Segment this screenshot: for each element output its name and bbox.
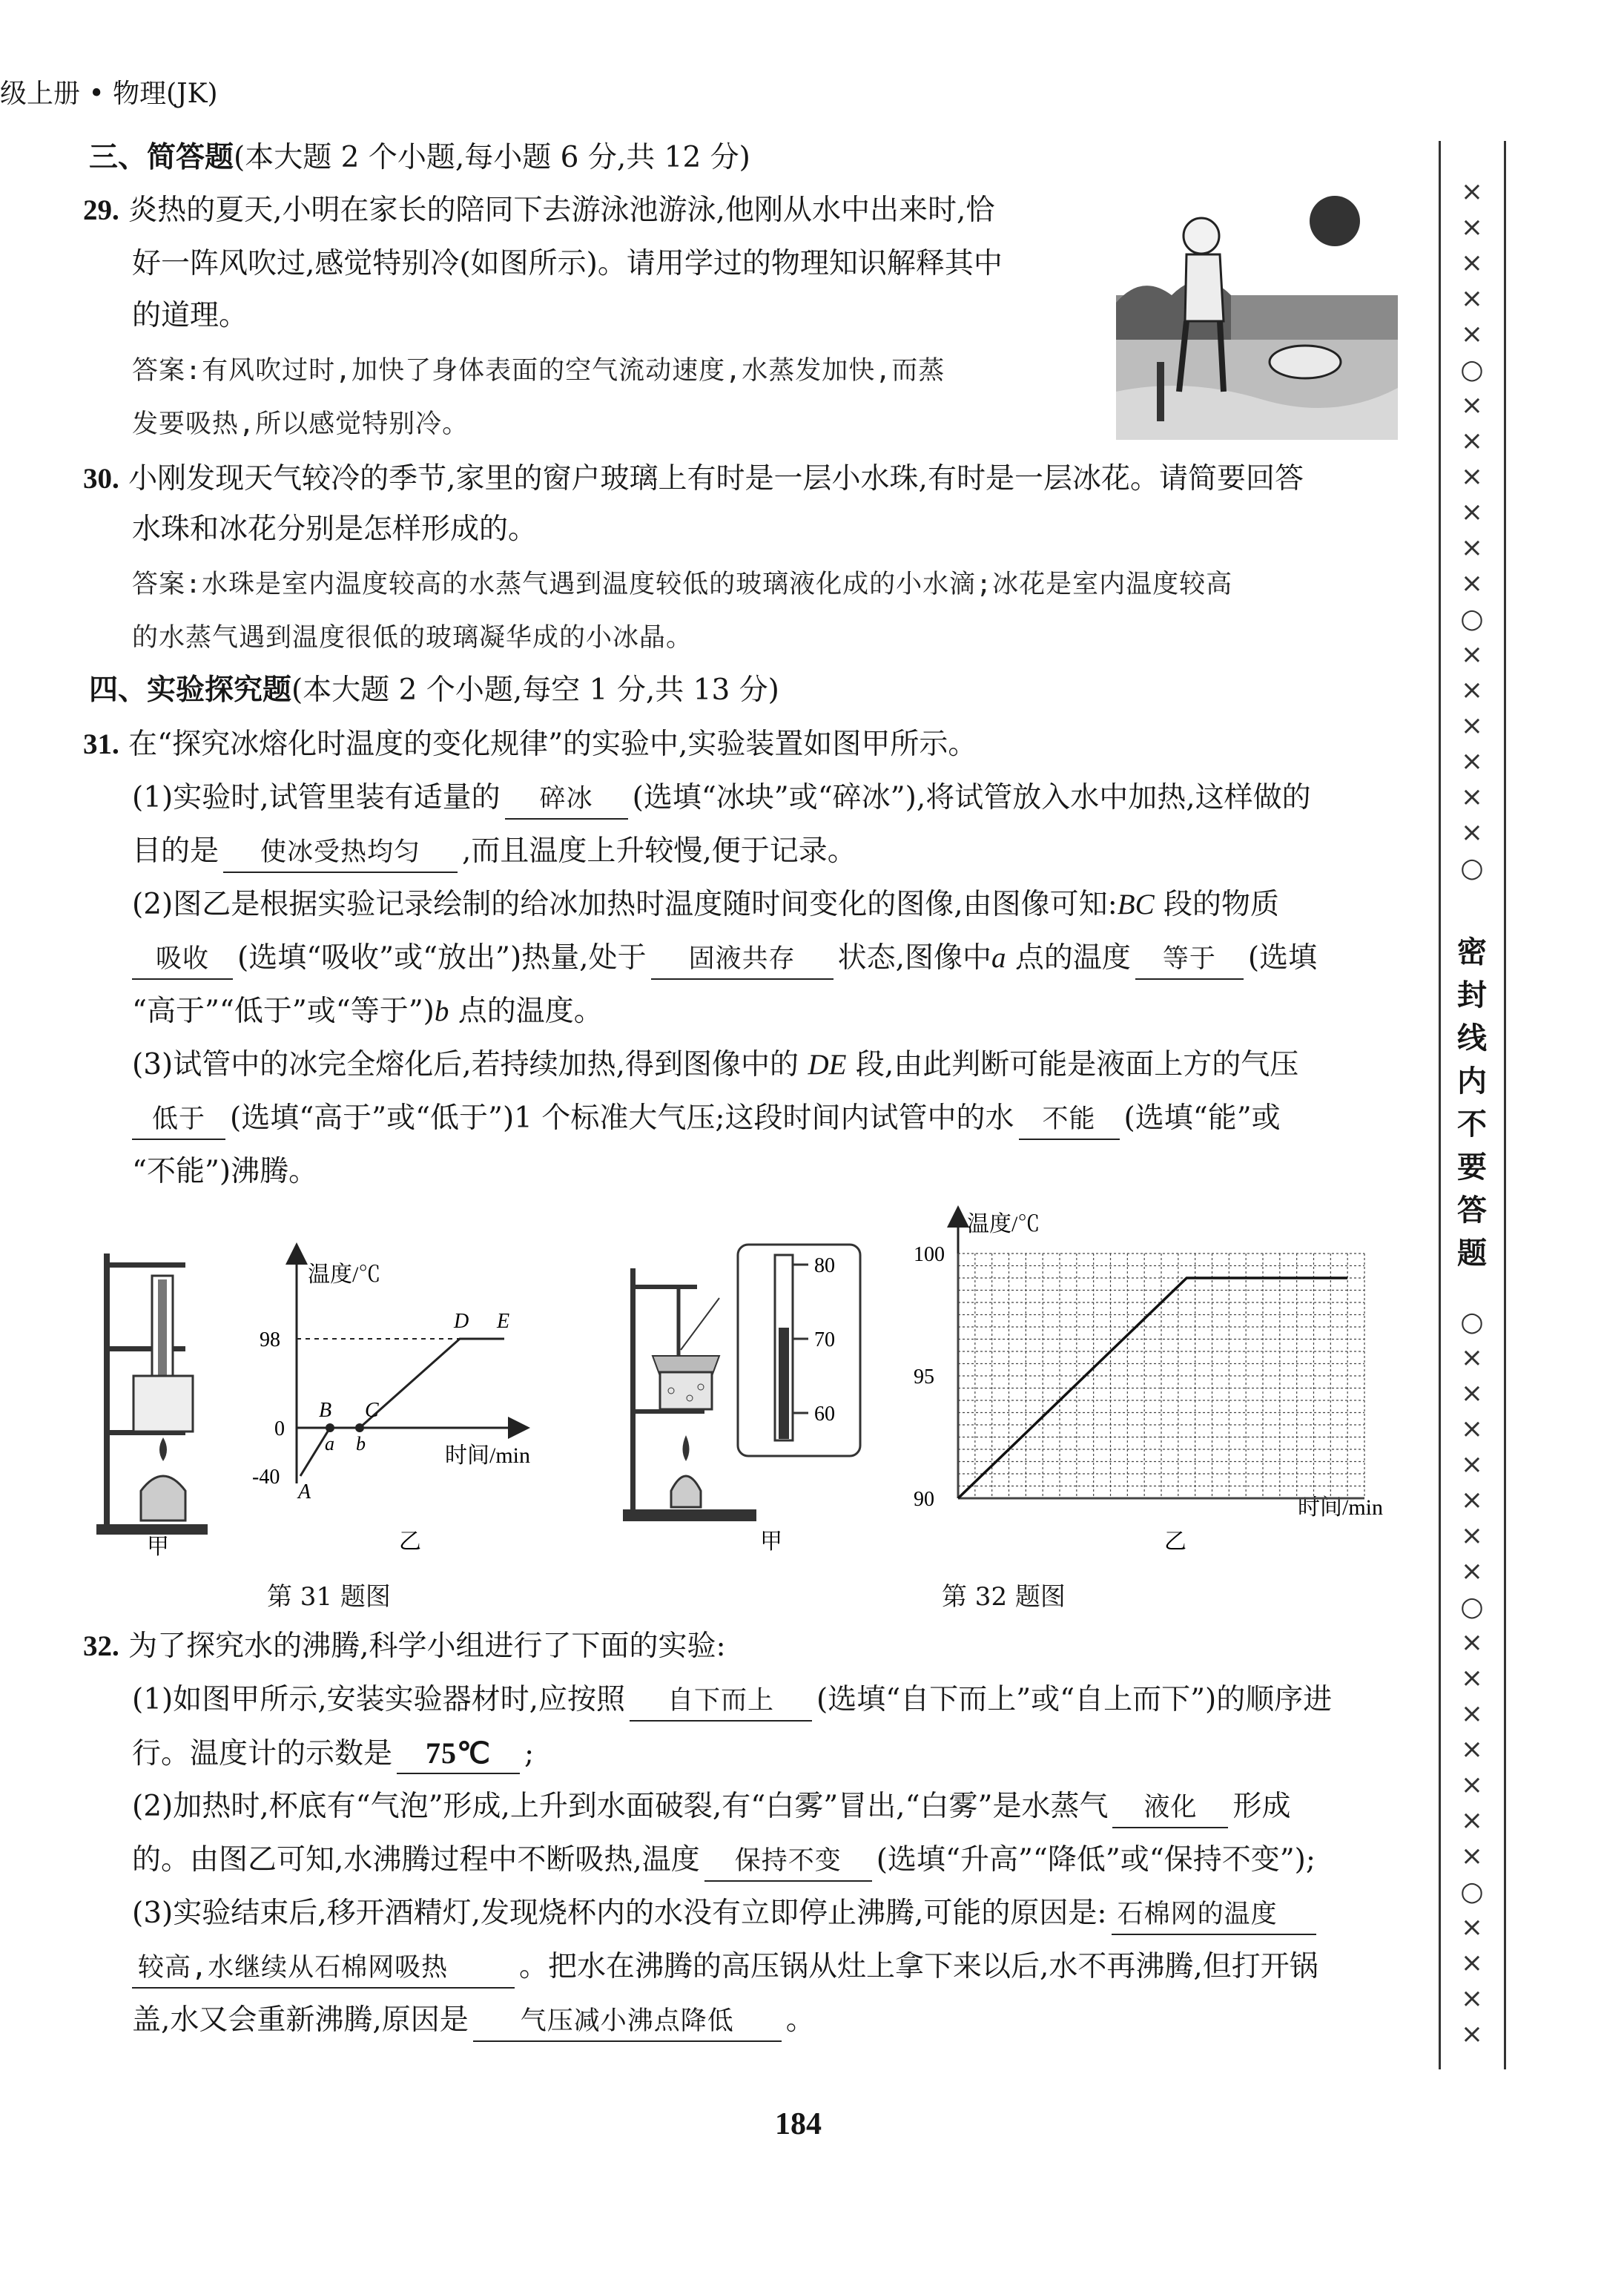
strip-seal-char-7: 题 (1457, 1236, 1487, 1271)
strip-mark-bottom-11: × (1460, 1699, 1484, 1729)
strip-mark-top-8: × (1460, 461, 1484, 492)
strip-seal-char-5: 要 (1457, 1150, 1487, 1185)
q32-p1-line2 (132, 1734, 534, 1774)
section3-heading (89, 138, 750, 177)
q30-line2: 水珠和冰花分别是怎样形成的。 (132, 513, 538, 546)
strip-mark-top-16: × (1460, 746, 1484, 777)
q31-p3-line1 (132, 1046, 1298, 1084)
q32-p3-text-b: 。把水在沸腾的高压锅从灶上拿下来以后,水不再沸腾,但打开锅 (519, 1950, 1318, 1983)
strip-seal-char-4: 不 (1457, 1107, 1487, 1142)
fig31-xlabel: 时间/min (445, 1443, 531, 1468)
q32-p2-text-d: (选填“升高”“降低”或“保持不变”); (876, 1843, 1316, 1877)
fig31-label-B: B (319, 1399, 332, 1422)
fig31-label-D: D (454, 1310, 469, 1333)
q31-p2-line2 (132, 939, 1317, 980)
q32-p3-text-d: 。 (785, 2003, 815, 2037)
fig31-caption: 第 31 题图 (267, 1582, 391, 1612)
q31-p2-blank2: 固液共存 (651, 940, 834, 980)
fig32-apparatus (608, 1239, 882, 1565)
q31-p2-bc: BC (1117, 889, 1155, 920)
q31-p3-text-b: 段,由此判断可能是液面上方的气压 (846, 1048, 1299, 1081)
q29-line1 (83, 191, 994, 230)
q32-p3-line3 (132, 2001, 815, 2042)
q31-p2-a: a (991, 942, 1006, 974)
strip-mark-bottom-3: × (1460, 1414, 1484, 1444)
fig31-point-a (326, 1423, 334, 1432)
strip-seal-char-2: 线 (1457, 1021, 1487, 1055)
q32-p2-line1 (132, 1788, 1290, 1828)
q29-dog (1270, 346, 1341, 378)
q29-line2: 好一阵风吹过,感觉特别冷(如图所示)。请用学过的物理知识解释其中 (132, 247, 1003, 280)
q32-p1-text-d: ; (524, 1737, 535, 1770)
fig31-yi-label: 乙 (399, 1529, 421, 1554)
strip-mark-top-4: × (1460, 319, 1484, 349)
strip-mark-top-10: × (1460, 533, 1484, 563)
q30-line1 (83, 460, 1304, 498)
fig31-jia-label: 甲 (147, 1535, 169, 1558)
section3-note: (本大题 2 个小题,每小题 6 分,共 12 分) (234, 141, 750, 174)
q31-stem-text: 在“探究冰熔化时温度的变化规律”的实验中,实验装置如图甲所示。 (128, 728, 977, 761)
strip-mark-bottom-20: × (1460, 2019, 1484, 2049)
q32-p1-blank1: 自下而上 (630, 1681, 812, 1722)
strip-mark-top-18: × (1460, 817, 1484, 848)
q32-p2-text-a: (2)加热时,杯底有“气泡”形成,上升到水面破裂,有“白雾”冒出,“白雾”是水蒸气 (132, 1790, 1109, 1823)
q31-p1-line2 (132, 832, 856, 873)
q32-p3-line2 (132, 1948, 1318, 1989)
strip-mark-top-2: × (1460, 248, 1484, 278)
q32-p2-blank2: 保持不变 (704, 1842, 872, 1882)
q30-text1: 小刚发现天气较冷的季节,家里的窗户玻璃上有时是一层小水珠,有时是一层冰花。请简要回答 (128, 462, 1304, 495)
strip-mark-top-0: × (1460, 177, 1484, 207)
q31-p1-text-c: 目的是 (132, 834, 219, 868)
q31-p3-line3: “不能”)沸腾。 (132, 1155, 318, 1188)
q32-stem (83, 1627, 726, 1666)
q32-p2-text-c: 的。由图乙可知,水沸腾过程中不断吸热,温度 (132, 1843, 700, 1877)
q29-boy-head (1184, 218, 1219, 254)
q31-p2-line1 (132, 886, 1279, 924)
q32-p3-text-a: (3)实验结束后,移开酒精灯,发现烧杯内的水没有立即停止沸腾,可能的原因是: (132, 1897, 1107, 1930)
q32-p3-blank2: 气压减小沸点降低 (473, 2002, 782, 2042)
q31-p3-text-a: (3)试管中的冰完全熔化后,若持续加热,得到图像中的 (132, 1048, 808, 1081)
fig32-yi-label: 乙 (1164, 1529, 1186, 1554)
fig31-apparatus (89, 1246, 237, 1558)
q31-p3-text-d: (选填“能”或 (1123, 1101, 1281, 1135)
fig32-grid (958, 1253, 1364, 1498)
strip-mark-bottom-8: ○ (1460, 1592, 1484, 1622)
q31-p2-line3 (132, 992, 603, 1031)
fig32-jia-label: 甲 (760, 1529, 782, 1554)
strip-mark-bottom-15: × (1460, 1841, 1484, 1871)
fig32-xlabel: 时间/min (1298, 1495, 1384, 1520)
q30-number: 30. (83, 463, 119, 495)
q29-answer-line2: 发要吸热,所以感觉特别冷。 (132, 409, 469, 439)
fig32-chart (905, 1202, 1409, 1572)
fig32-thermo-70: 70 (814, 1328, 835, 1351)
fig32-thermo-60: 60 (814, 1403, 835, 1426)
q31-p2-text-e: 点的温度 (1006, 941, 1131, 975)
q29-ladder (1157, 362, 1164, 421)
q29-illustration (1112, 191, 1409, 444)
strip-mark-bottom-10: × (1460, 1663, 1484, 1693)
strip-mark-bottom-19: × (1460, 1983, 1484, 2014)
section4-title: 四、实验探究题 (89, 673, 292, 707)
q31-p3-line2 (132, 1099, 1281, 1140)
q31-p3-text-c: (选填“高于”或“低于”)1 个标准大气压;这段时间内试管中的水 (230, 1101, 1014, 1135)
strip-mark-top-3: × (1460, 283, 1484, 314)
fig32-ticks (914, 1243, 945, 1511)
strip-mark-bottom-12: × (1460, 1734, 1484, 1765)
fig31-label-b: b (356, 1433, 366, 1455)
fig32-ytick-95: 95 (914, 1365, 934, 1388)
strip-mark-top-11: × (1460, 568, 1484, 599)
q31-p2-text-d: 状态,图像中 (837, 941, 991, 975)
strip-mark-bottom-17: × (1460, 1912, 1484, 1943)
fig31-tick-0: 0 (274, 1417, 285, 1440)
strip-mark-top-1: × (1460, 212, 1484, 243)
strip-mark-top-14: × (1460, 675, 1484, 705)
q32-p1-text-b: (选填“自下而上”或“自上而下”)的顺序进 (816, 1683, 1333, 1716)
strip-mark-top-13: × (1460, 639, 1484, 670)
section4-heading (89, 671, 779, 710)
q32-p3-blank1-part1: 石棉网的温度 (1112, 1895, 1316, 1935)
strip-mark-bottom-16: ○ (1460, 1877, 1484, 1907)
q31-p2-b: b (434, 995, 449, 1027)
q31-p2-text-f: (选填 (1247, 941, 1318, 975)
fig32-caption: 第 32 题图 (942, 1582, 1066, 1612)
q29-number: 29. (83, 194, 119, 226)
strip-mark-top-5: ○ (1460, 355, 1484, 385)
fig31-point-b (355, 1423, 364, 1432)
section4-note: (本大题 2 个小题,每空 1 分,共 13 分) (291, 673, 779, 707)
fig31-label-a: a (325, 1433, 334, 1455)
strip-mark-top-19: ○ (1460, 853, 1484, 883)
q32-p3-line1 (132, 1894, 1321, 1935)
q32-p3-blank1-part2: 较高,水继续从石棉网吸热 (132, 1948, 515, 1989)
page-number: 184 (775, 2107, 822, 2141)
q30-answer-line1: 答案:水珠是室内温度较高的水蒸气遇到温度较低的玻璃液化成的小水滴;冰花是室内温度较高 (132, 570, 1233, 599)
sun-icon (1310, 196, 1360, 246)
binding-line-right (1504, 141, 1506, 2069)
fig31-label-A: A (298, 1480, 311, 1503)
strip-mark-bottom-9: × (1460, 1627, 1484, 1658)
q31-p2-blank1: 吸收 (132, 940, 233, 980)
q31-p1-text-b: (选填“冰块”或“碎冰”),将试管放入水中加热,这样做的 (632, 781, 1311, 814)
q31-p1-text-a: (1)实验时,试管里装有适量的 (132, 781, 501, 814)
fig32-thermo-80: 80 (814, 1254, 835, 1277)
fig32-ylabel: 温度/℃ (967, 1212, 1040, 1236)
q31-p2-text-c: (选填“吸收”或“放出”)热量,处于 (237, 941, 647, 975)
q29-boy-body (1185, 254, 1224, 321)
q31-p1-line1 (132, 779, 1311, 820)
q32-p1-blank2: 75℃ (397, 1734, 520, 1774)
strip-mark-bottom-7: × (1460, 1556, 1484, 1587)
section3-title: 三、简答题 (89, 140, 234, 174)
strip-mark-bottom-0: ○ (1460, 1307, 1484, 1337)
q32-number: 32. (83, 1630, 119, 1662)
q31-p2-text-b: 段的物质 (1154, 888, 1280, 921)
q32-p3-text-c: 盖,水又会重新沸腾,原因是 (132, 2003, 469, 2037)
q30-answer-line2: 的水蒸气遇到温度很低的玻璃凝华成的小冰晶。 (132, 623, 693, 653)
fig32-thermometer-inset (738, 1245, 860, 1456)
strip-mark-top-9: × (1460, 497, 1484, 527)
strip-mark-top-6: × (1460, 390, 1484, 421)
q31-p2-text-g: “高于”“低于”或“等于”) (132, 995, 435, 1028)
strip-mark-bottom-18: × (1460, 1948, 1484, 1978)
strip-mark-bottom-6: × (1460, 1521, 1484, 1551)
q31-p1-blank1: 碎冰 (505, 780, 628, 820)
strip-seal-char-0: 密 (1457, 935, 1487, 969)
q31-number: 31. (83, 728, 119, 760)
binding-line-left (1439, 141, 1441, 2069)
q31-p1-blank2: 使冰受热均匀 (223, 833, 458, 873)
fig32-ytick-100: 100 (914, 1243, 945, 1266)
q29-text1: 炎热的夏天,小明在家长的陪同下去游泳池游泳,他刚从水中出来时,恰 (128, 194, 995, 227)
strip-mark-bottom-13: × (1460, 1770, 1484, 1800)
q32-stem-text: 为了探究水的沸腾,科学小组进行了下面的实验: (128, 1630, 726, 1663)
strip-mark-top-7: × (1460, 426, 1484, 456)
page-header: 级上册 • 物理(JK) (0, 79, 218, 109)
q32-p1-text-a: (1)如图甲所示,安装实验器材时,应按照 (132, 1683, 626, 1716)
q31-p3-blank1: 低于 (132, 1100, 225, 1140)
strip-seal-char-1: 封 (1457, 978, 1487, 1012)
strip-seal-char-6: 答 (1457, 1193, 1487, 1228)
strip-mark-bottom-2: × (1460, 1378, 1484, 1409)
strip-mark-top-17: × (1460, 782, 1484, 812)
q32-p2-text-b: 形成 (1232, 1790, 1291, 1823)
q31-p3-de: DE (808, 1049, 847, 1081)
q32-p1-line1 (132, 1681, 1332, 1722)
q31-p2-blank3: 等于 (1135, 940, 1244, 980)
q31-p1-text-d: ,而且温度上升较慢,便于记录。 (462, 834, 856, 868)
q29-line3: 的道理。 (132, 299, 248, 332)
strip-mark-bottom-1: × (1460, 1343, 1484, 1373)
fig32-ytick-90: 90 (914, 1488, 934, 1511)
strip-mark-bottom-14: × (1460, 1805, 1484, 1836)
fig31-graph (252, 1239, 578, 1565)
q31-stem (83, 725, 977, 764)
fig31-tick-98: 98 (260, 1328, 280, 1351)
q32-p1-text-c: 行。温度计的示数是 (132, 1737, 393, 1770)
q31-p3-blank2: 不能 (1019, 1100, 1120, 1140)
strip-mark-bottom-4: × (1460, 1449, 1484, 1480)
strip-mark-bottom-5: × (1460, 1485, 1484, 1515)
fig31-tick-neg40: -40 (252, 1466, 280, 1489)
q31-p2-text-h: 点的温度。 (449, 995, 603, 1028)
strip-seal-char-3: 内 (1457, 1064, 1487, 1098)
q32-p2-blank1: 液化 (1112, 1788, 1228, 1828)
strip-mark-top-12: ○ (1460, 604, 1484, 634)
q29-answer-line1: 答案:有风吹过时,加快了身体表面的空气流动速度,水蒸发加快,而蒸 (132, 356, 945, 386)
fig31-label-C: C (365, 1399, 379, 1422)
q32-p2-line2 (132, 1841, 1316, 1882)
q31-p2-text-a: (2)图乙是根据实验记录绘制的给冰加热时温度随时间变化的图像,由图像可知: (132, 888, 1118, 921)
fig31-ylabel: 温度/℃ (308, 1262, 381, 1287)
fig31-label-E: E (497, 1310, 510, 1333)
strip-mark-top-15: × (1460, 711, 1484, 741)
